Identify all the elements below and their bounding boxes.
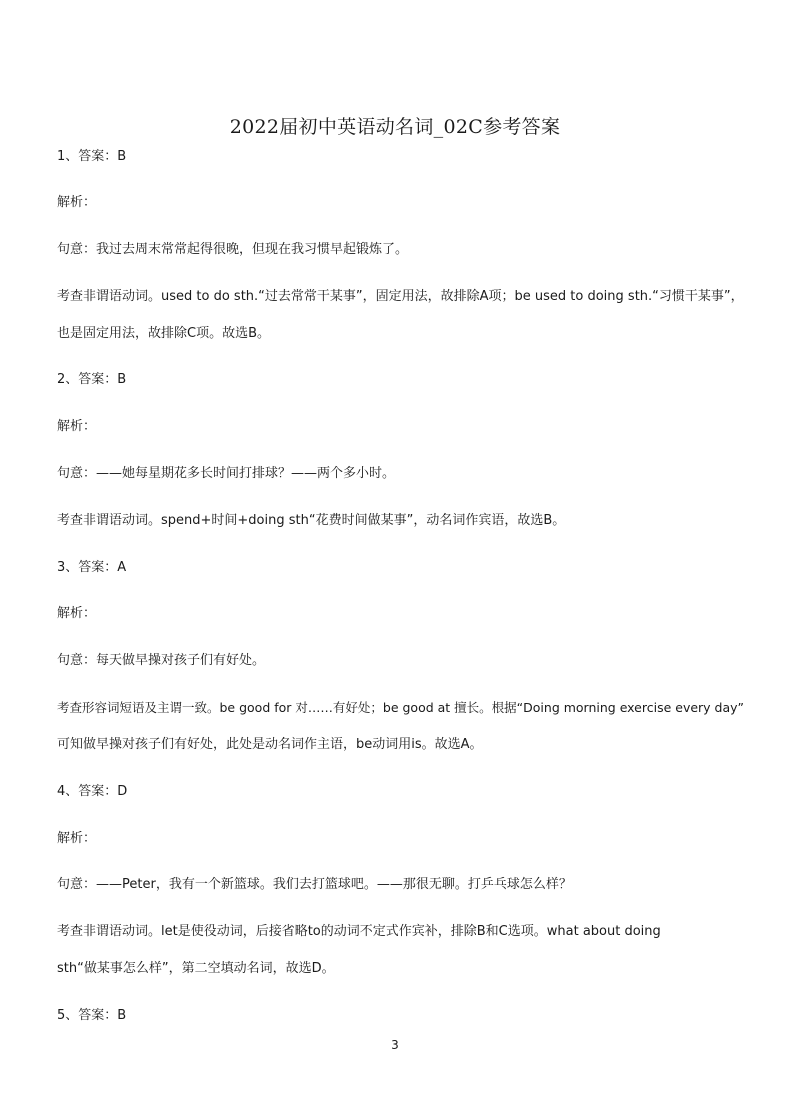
answer-4-explanation-line-1: 考查非谓语动词。let是使役动词，后接省略to的动词不定式作宾补，排除B和C选项。what about doing bbox=[57, 924, 661, 939]
answer-5-label: 5、答案：B bbox=[57, 1008, 127, 1023]
answer-2-label: 2、答案：B bbox=[57, 372, 127, 387]
answer-3-analysis-label: 解析： bbox=[57, 606, 97, 621]
answer-2-analysis-label: 解析： bbox=[57, 419, 97, 434]
answer-2-meaning: 句意：——她每星期花多长时间打排球？——两个多小时。 bbox=[57, 466, 396, 481]
answer-4-meaning: 句意：——Peter，我有一个新篮球。我们去打篮球吧。——那很无聊。打乒乓球怎么样？ bbox=[57, 877, 572, 892]
answer-1-analysis-label: 解析： bbox=[57, 195, 97, 210]
answer-4-analysis-label: 解析： bbox=[57, 831, 97, 846]
answer-1-explanation-line-2: 也是固定用法，故排除C项。故选B。 bbox=[57, 326, 270, 341]
answer-3-explanation-line-2: 可知做早操对孩子们有好处，此处是动名词作主语，be动词用is。故选A。 bbox=[57, 737, 483, 752]
answer-1-explanation-line-1: 考查非谓语动词。used to do sth.“过去常常干某事”，固定用法，故排除A项；be used to doing sth.“习惯干某事”， bbox=[57, 289, 744, 304]
answer-3-meaning: 句意：每天做早操对孩子们有好处。 bbox=[57, 653, 266, 668]
page-number: 3 bbox=[391, 1038, 399, 1052]
answer-4-label: 4、答案：D bbox=[57, 784, 128, 799]
answer-2-explanation: 考查非谓语动词。spend+时间+doing sth“花费时间做某事”，动名词作宾语，故选B。 bbox=[57, 513, 566, 528]
answer-1-label: 1、答案：B bbox=[57, 149, 127, 164]
answer-1-meaning: 句意：我过去周末常常起得很晚，但现在我习惯早起锻炼了。 bbox=[57, 242, 409, 257]
document-title: 2022届初中英语动名词_02C参考答案 bbox=[229, 116, 561, 138]
answer-3-label: 3、答案：A bbox=[57, 560, 127, 575]
answer-4-explanation-line-2: sth“做某事怎么样”，第二空填动名词，故选D。 bbox=[57, 961, 335, 976]
answer-3-explanation-line-1: 考查形容词短语及主谓一致。be good for 对……有好处；be good at 擅长。根据“Doing morning exercise every day” bbox=[57, 700, 745, 715]
